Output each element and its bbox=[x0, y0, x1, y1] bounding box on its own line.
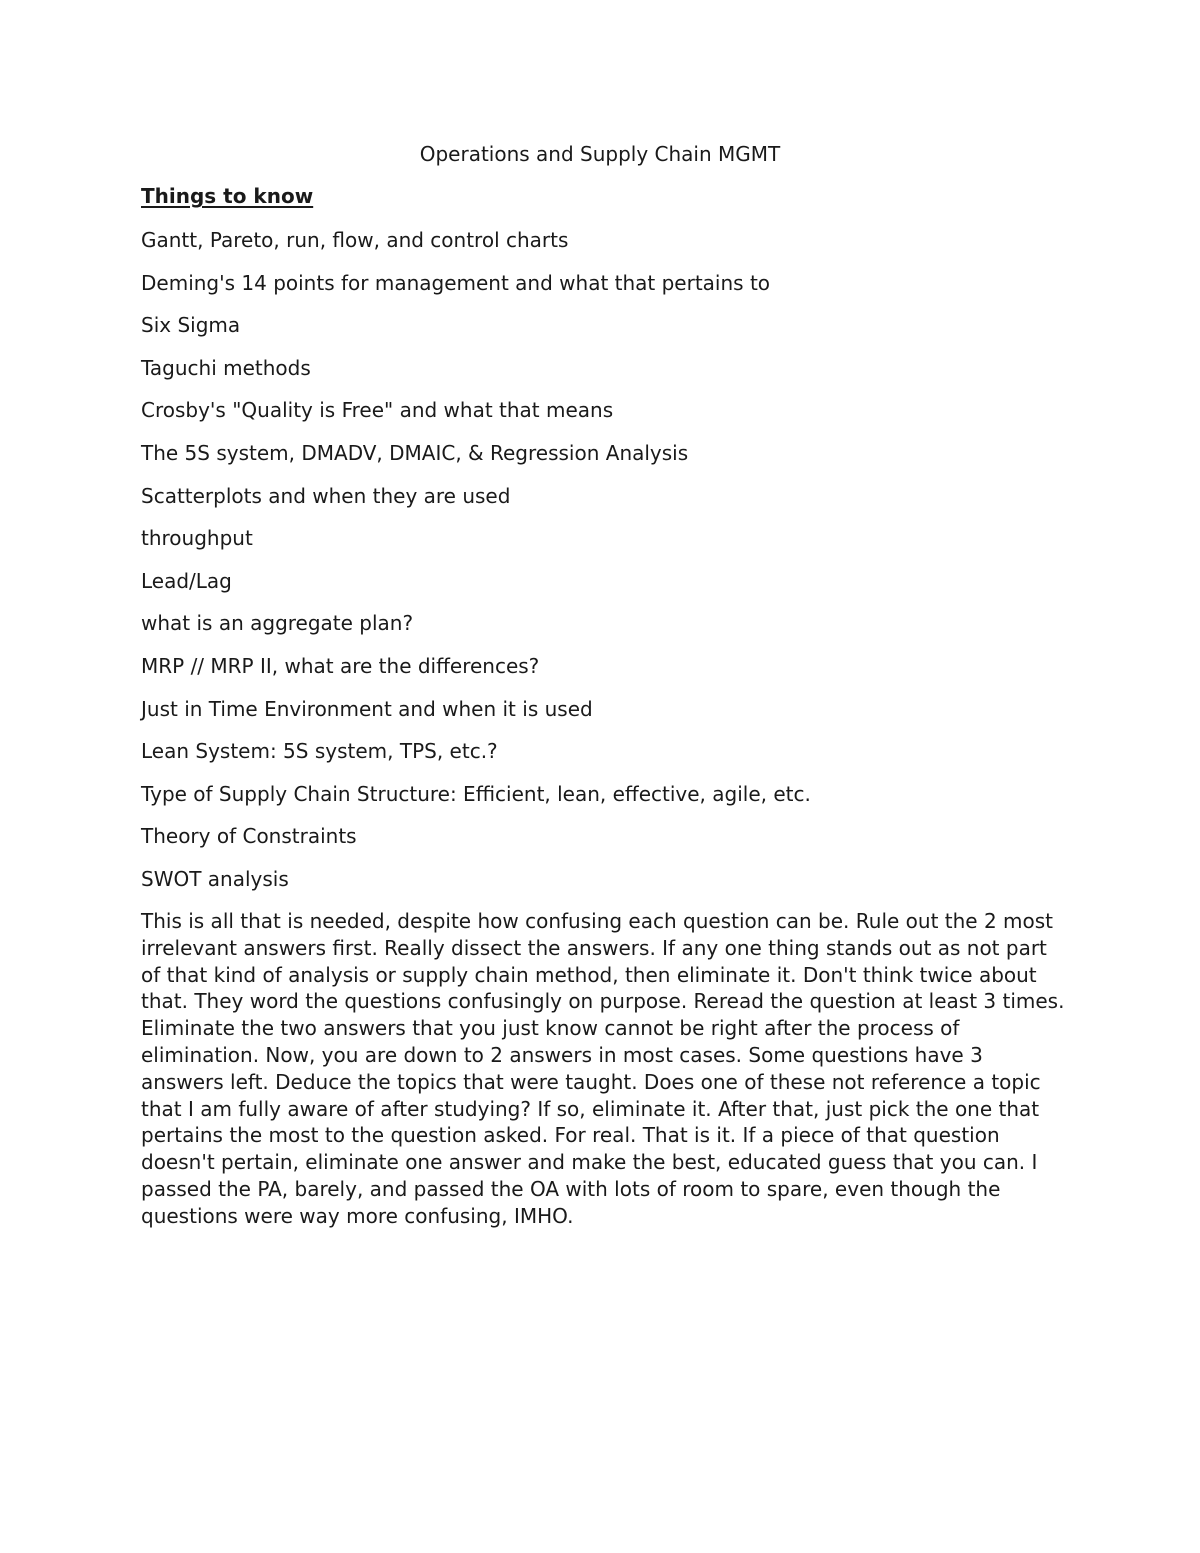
topic-list bbox=[141, 226, 811, 908]
topic-item: Six Sigma bbox=[141, 313, 241, 338]
document-title: Operations and Supply Chain MGMT bbox=[419, 142, 781, 166]
topic-item: Lean System: 5S system, TPS, etc.? bbox=[141, 739, 498, 764]
topic-item: SWOT analysis bbox=[141, 866, 289, 891]
topic-item: Just in Time Environment and when it is used bbox=[141, 696, 593, 721]
topic-item: Crosby's "Quality is Free" and what that means bbox=[141, 398, 614, 423]
topic-item: what is an aggregate plan? bbox=[141, 611, 414, 636]
topic-item: Lead/Lag bbox=[141, 568, 232, 593]
advice-paragraph: This is all that is needed, despite how confusing each question can be. Rule out the 2 most irrelevant answers first. Really dissect the answers. If any one thing stands out as not part of that kind of analysis or supply chain method, then eliminate it. Don't think twice about that. They word the questions confusingly on purpose. Reread the question at least 3 times. Eliminate the two answers that you just know cannot be right after the process of elimination. Now, you are down to 2 answers in most cases. Some questions have 3 answers left. Deduce the topics that were taught. Does one of these not reference a topic that I am fully aware of after studying? If so, eliminate it. After that, just pick the one that pertains the most to the question asked. For real. That is it. If a piece of that question doesn't pertain, eliminate one answer and make the best, educated guess that you can. I passed the PA, barely, and passed the OA with lots of room to spare, even though the questions were way more confusing, IMHO. bbox=[141, 909, 1065, 1228]
topic-item: Scatterplots and when they are used bbox=[141, 483, 511, 508]
topic-item: throughput bbox=[141, 526, 253, 551]
topic-item: Taguchi methods bbox=[141, 355, 311, 380]
topic-item: MRP // MRP II, what are the differences? bbox=[141, 653, 540, 678]
topic-item: Theory of Constraints bbox=[141, 824, 357, 849]
topic-item: Type of Supply Chain Structure: Efficient, lean, effective, agile, etc. bbox=[141, 781, 811, 806]
topic-item: The 5S system, DMADV, DMAIC, & Regression Analysis bbox=[141, 440, 689, 465]
topic-item: Gantt, Pareto, run, flow, and control charts bbox=[141, 228, 569, 252]
topic-item: Deming's 14 points for management and what that pertains to bbox=[141, 270, 771, 295]
section-heading: Things to know bbox=[141, 184, 314, 208]
